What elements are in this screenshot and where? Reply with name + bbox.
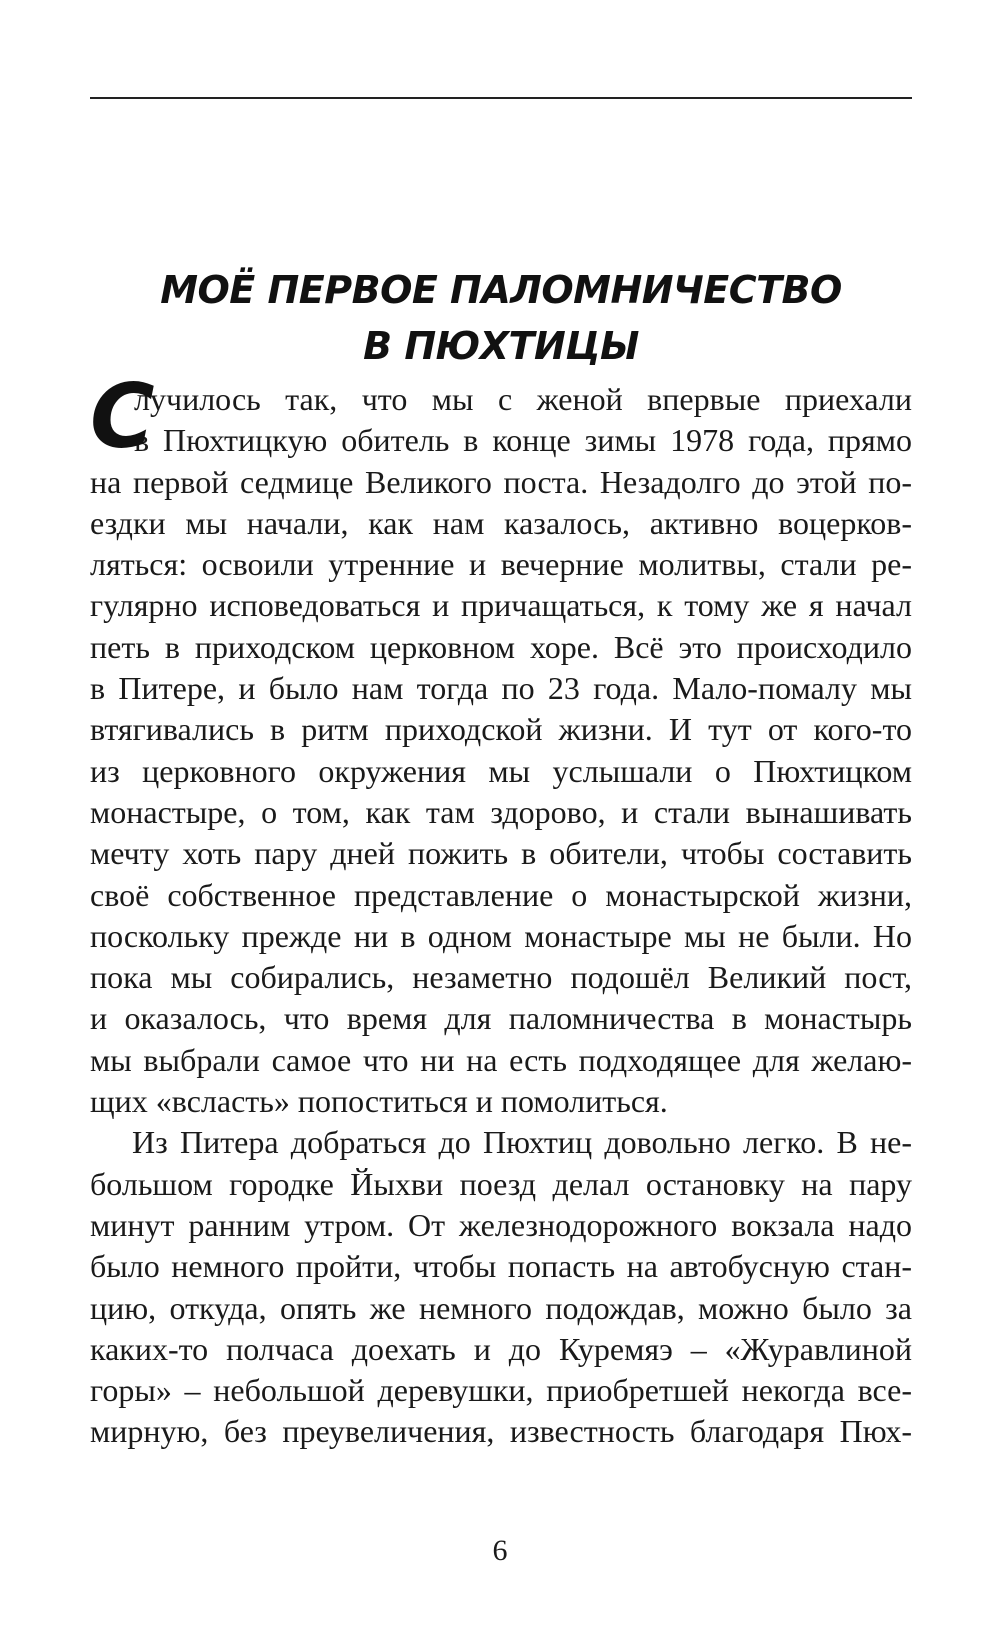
chapter-heading <box>90 262 912 374</box>
text-line: в Пюхтицкую обитель в конце зимы 1978 года, прямо <box>134 422 912 459</box>
paragraph-2 <box>90 1122 912 1452</box>
text-line: петь в приходском церковном хоре. Всё это происходило <box>90 628 912 665</box>
header-rule <box>90 97 912 99</box>
text-line: цию, откуда, опять же немного подождав, можно было за <box>90 1289 912 1326</box>
text-line: втягивались в ритм приходской жизни. И тут от кого-то <box>90 711 912 748</box>
text-line: монастыре, о том, как там здорово, и стали вынашивать <box>90 793 912 830</box>
text-line: лучилось так, что мы с женой впервые приехали <box>134 381 912 417</box>
text-line: поскольку прежде ни в одном монастыре мы не были. Но <box>90 917 912 954</box>
text-line: мечту хоть пару дней пожить в обители, чтобы составить <box>90 835 912 872</box>
text-line: ляться: освоили утренние и вечерние молитвы, стали ре- <box>90 546 912 583</box>
text-line: минут ранним утром. От железнодорожного вокзала надо <box>90 1206 912 1243</box>
text-line: мирную, без преувеличения, известность благодаря Пюх- <box>90 1413 912 1450</box>
text-line: каких-то полчаса доехать и до Куремяэ – «Журавлиной <box>90 1330 912 1367</box>
text-line: своё собственное представление о монастырской жизни, <box>90 876 912 913</box>
page-number: 6 <box>492 1534 508 1567</box>
text-line: Из Питера добраться до Пюхтиц довольно легко. В не- <box>132 1124 912 1161</box>
text-line: было немного пройти, чтобы попасть на автобусную стан- <box>90 1248 912 1285</box>
text-line: из церковного окружения мы услышали о Пюхтицком <box>90 752 912 789</box>
text-line: на первой седмице Великого поста. Незадолго до этой по- <box>90 463 912 500</box>
chapter-heading-line-1: МОЁ ПЕРВОЕ ПАЛОМНИЧЕСТВО <box>160 268 842 312</box>
paragraph-1 <box>90 379 912 1122</box>
text-line: мы выбрали самое что ни на есть подходящее для желаю- <box>90 1041 912 1078</box>
drop-cap: С <box>90 365 155 468</box>
body-text <box>90 365 912 1453</box>
text-line: пока мы собирались, незаметно подошёл Великий пост, <box>90 959 912 996</box>
text-line: большом городке Йыхви поезд делал остановку на пару <box>90 1165 912 1202</box>
text-line: в Питере, и было нам тогда по 23 года. Мало-помалу мы <box>90 670 912 707</box>
text-line: ездки мы начали, как нам казалось, активно воцерков- <box>90 504 912 541</box>
text-line: и оказалось, что время для паломничества в монастырь <box>90 1000 912 1037</box>
text-line: щих «всласть» попоститься и помолиться. <box>90 1083 668 1120</box>
chapter-heading-line-2: В ПЮХТИЦЫ <box>363 324 639 368</box>
text-line: горы» – небольшой деревушки, приобретшей некогда все- <box>90 1372 912 1409</box>
text-line: гулярно исповедоваться и причащаться, к тому же я начал <box>90 587 912 624</box>
